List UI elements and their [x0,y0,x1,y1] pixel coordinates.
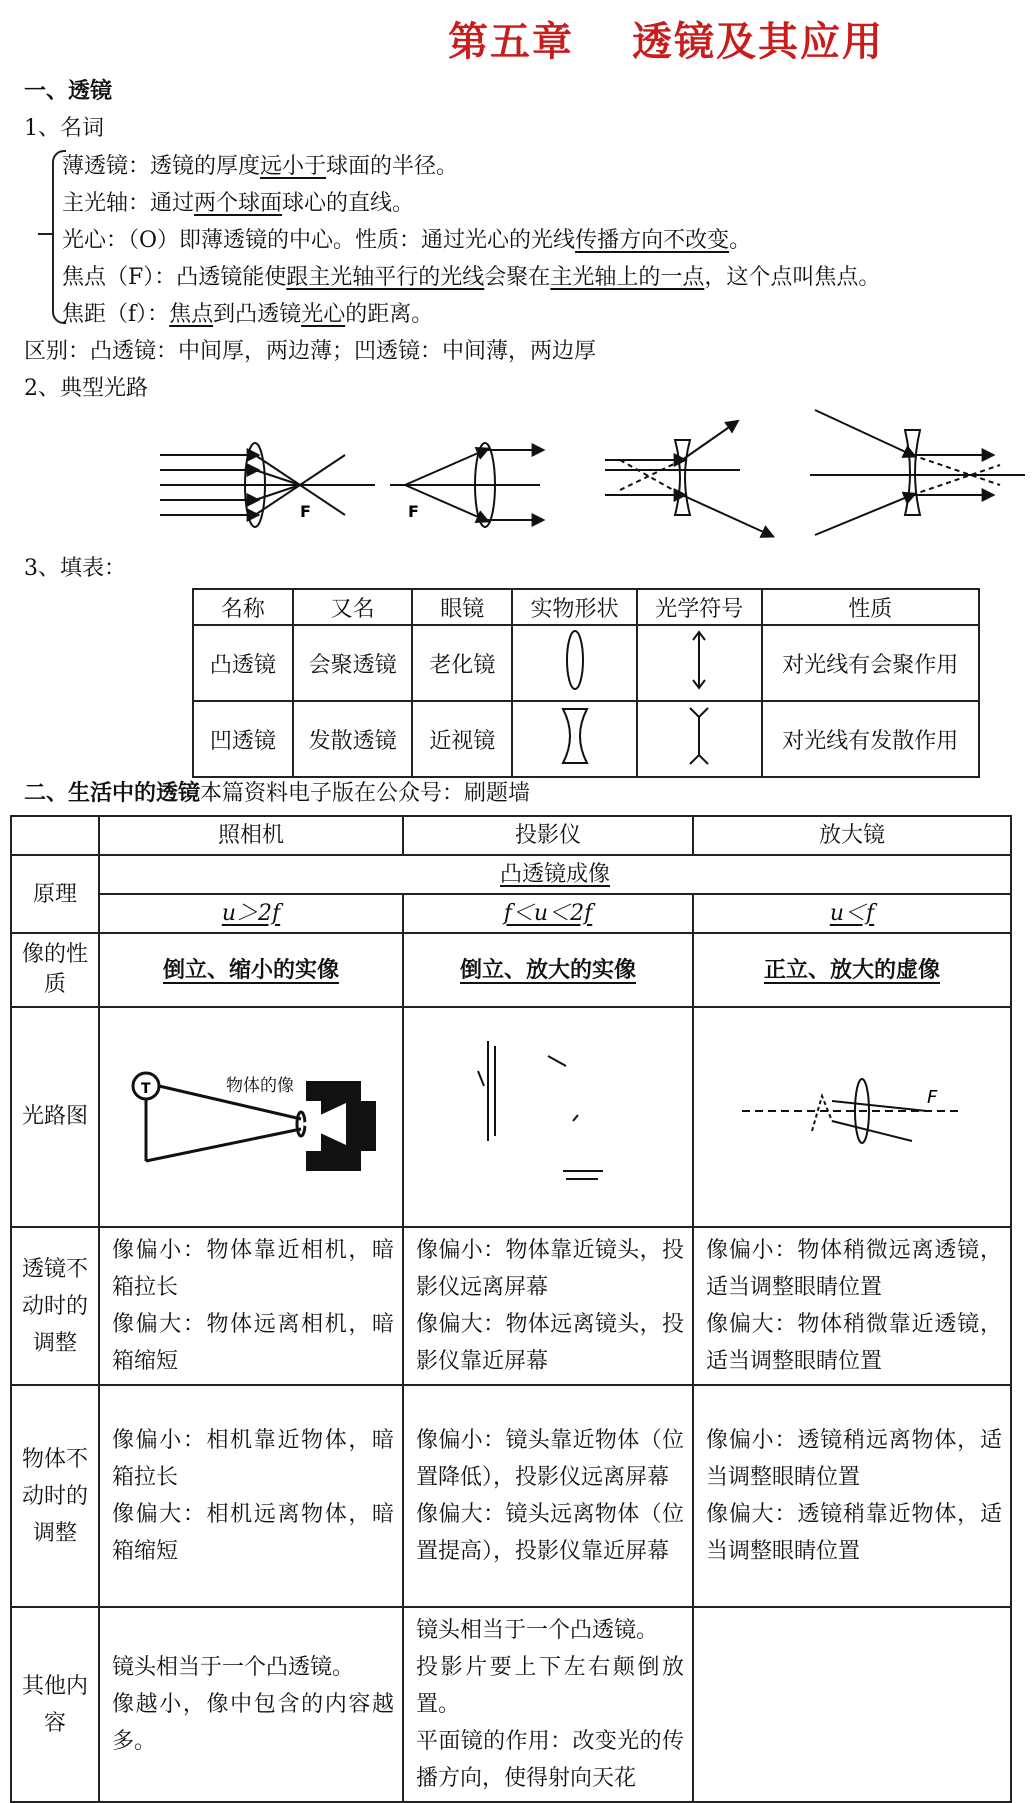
applications-header-row [11,816,1011,855]
row-label-other: 其他内容 [11,1607,99,1802]
camera-diagram-cell [99,1007,403,1227]
condition-cell: f＜u＜2f [403,894,693,933]
cell-symbol [637,701,762,777]
cell-name: 凹透镜 [193,701,293,777]
cell-alias: 会聚透镜 [293,625,413,701]
sub-heading-terms: 1、名词 [24,116,104,141]
concave-lens-icon [555,703,595,769]
convex-symbol-icon [684,627,714,693]
page-title: 第五章 透镜及其应用 [448,19,884,65]
term-focus: 焦点（F）：凸透镜能使跟主光轴平行的光线会聚在主光轴上的一点，这个点叫焦点。 [62,265,881,290]
row-label-light-path: 光路图 [11,1007,99,1227]
term-focal-length: 焦距（f）：焦点到凸透镜光心的距离。 [62,302,434,327]
object-fixed-row [11,1385,1011,1607]
cell-glasses: 老化镜 [412,625,512,701]
light-path-row [11,1007,1011,1227]
table-row [193,701,979,777]
other-projector: 镜头相当于一个凸透镜。 投影片要上下左右颠倒放置。 平面镜的作用：改变光的传播方向，使得射向天花 [403,1607,693,1802]
cell-alias: 发散透镜 [293,701,413,777]
convex-lens-icon [560,627,590,693]
focus-label-1: F [300,502,311,521]
concave-diverging-diagram [605,423,770,535]
section2-heading-line [24,775,530,812]
cell-shape [512,701,637,777]
section1-heading: 一、透镜 [24,79,113,104]
concave-symbol-icon [679,703,719,769]
camera-image-label: 物体的像 [226,1076,294,1096]
sub-heading-table: 3、填表： [24,556,126,581]
other-magnifier [693,1607,1011,1802]
table-row [193,625,979,701]
column-header-projector: 投影仪 [403,816,693,855]
term-optical-center: 光心：（O）即薄透镜的中心。性质：通过光心的光线传播方向不改变。 [62,228,752,253]
column-header-magnifier: 放大镜 [693,816,1011,855]
other-camera: 镜头相当于一个凸透镜。 像越小，像中包含的内容越多。 [99,1607,403,1802]
cell-name: 凸透镜 [193,625,293,701]
svg-text:T: T [141,1081,151,1097]
term-thin-lens: 薄透镜：透镜的厚度远小于球面的半径。 [62,154,459,179]
principle-row [11,855,1011,894]
principle-text: 凸透镜成像 [499,862,610,887]
light-path-diagrams [150,405,1030,540]
row-label-image-nature: 像的性质 [11,933,99,1007]
concave-virtual-focus-diagram [810,410,1025,535]
lens-fixed-row [11,1227,1011,1385]
cell-glasses: 近视镜 [412,701,512,777]
nature-cell: 倒立、缩小的实像 [99,933,403,1007]
lens-difference: 区别：凸透镜：中间厚，两边薄；凹透镜：中间薄，两边厚 [24,339,597,364]
object-fixed-camera: 像偏小：相机靠近物体，暗箱拉长 像偏大：相机远离物体，暗箱缩短 [99,1385,403,1607]
header-cell: 实物形状 [512,589,637,625]
condition-cell: u＜f [693,894,1011,933]
image-nature-row [11,933,1011,1007]
other-row [11,1607,1011,1802]
object-fixed-magnifier: 像偏小：透镜稍远离物体，适当调整眼睛位置 像偏大：透镜稍靠近物体，适当调整眼睛位置 [693,1385,1011,1607]
condition-row [11,894,1011,933]
cell-shape [512,625,637,701]
row-label-principle: 原理 [11,855,99,933]
cell-property: 对光线有发散作用 [762,701,979,777]
nature-cell: 正立、放大的虚像 [693,933,1011,1007]
cell-symbol [637,625,762,701]
lens-fixed-projector: 像偏小：物体靠近镜头，投影仪远离屏幕 像偏大：物体远离镜头，投影仪靠近屏幕 [403,1227,693,1385]
header-cell: 又名 [293,589,413,625]
magnifier-focus-label: F [927,1087,938,1108]
lens-table-header [193,589,979,625]
cell-property: 对光线有会聚作用 [762,625,979,701]
source-note: 本篇资料电子版在公众号：刷题墙 [200,781,531,806]
sub-heading-light-paths: 2、典型光路 [24,376,148,401]
lens-fixed-magnifier: 像偏小：物体稍微远离透镜，适当调整眼睛位置 像偏大：物体稍微靠近透镜，适当调整眼睛位置 [693,1227,1011,1385]
column-header-camera: 照相机 [99,816,403,855]
camera-diagram [121,1041,381,1181]
projector-diagram [448,1031,648,1191]
term-principal-axis: 主光轴：通过两个球面球心的直线。 [62,191,415,216]
header-cell: 眼镜 [412,589,512,625]
object-fixed-projector: 像偏小：镜头靠近物体（位置降低），投影仪远离屏幕 像偏大：镜头远离物体（位置提高），投影仪靠近屏幕 [403,1385,693,1607]
header-cell: 光学符号 [637,589,762,625]
projector-diagram-cell [403,1007,693,1227]
header-cell: 名称 [193,589,293,625]
lens-table [192,588,980,778]
lens-fixed-camera: 像偏小：物体靠近相机，暗箱拉长 像偏大：物体远离相机，暗箱缩短 [99,1227,403,1385]
convex-converging-diagram [160,443,375,527]
header-cell: 性质 [762,589,979,625]
brace-tip [38,233,52,235]
row-label-lens-fixed: 透镜不动时的调整 [11,1227,99,1385]
focus-label-2: F [408,502,419,521]
magnifier-diagram-cell [693,1007,1011,1227]
magnifier-diagram [737,1051,967,1171]
row-label-object-fixed: 物体不动时的调整 [11,1385,99,1607]
applications-table [10,815,1012,1803]
condition-cell: u＞2f [99,894,403,933]
nature-cell: 倒立、放大的实像 [403,933,693,1007]
section2-heading: 二、生活中的透镜 [24,781,201,806]
principle-cell [99,855,1011,894]
corner-cell [11,816,99,855]
